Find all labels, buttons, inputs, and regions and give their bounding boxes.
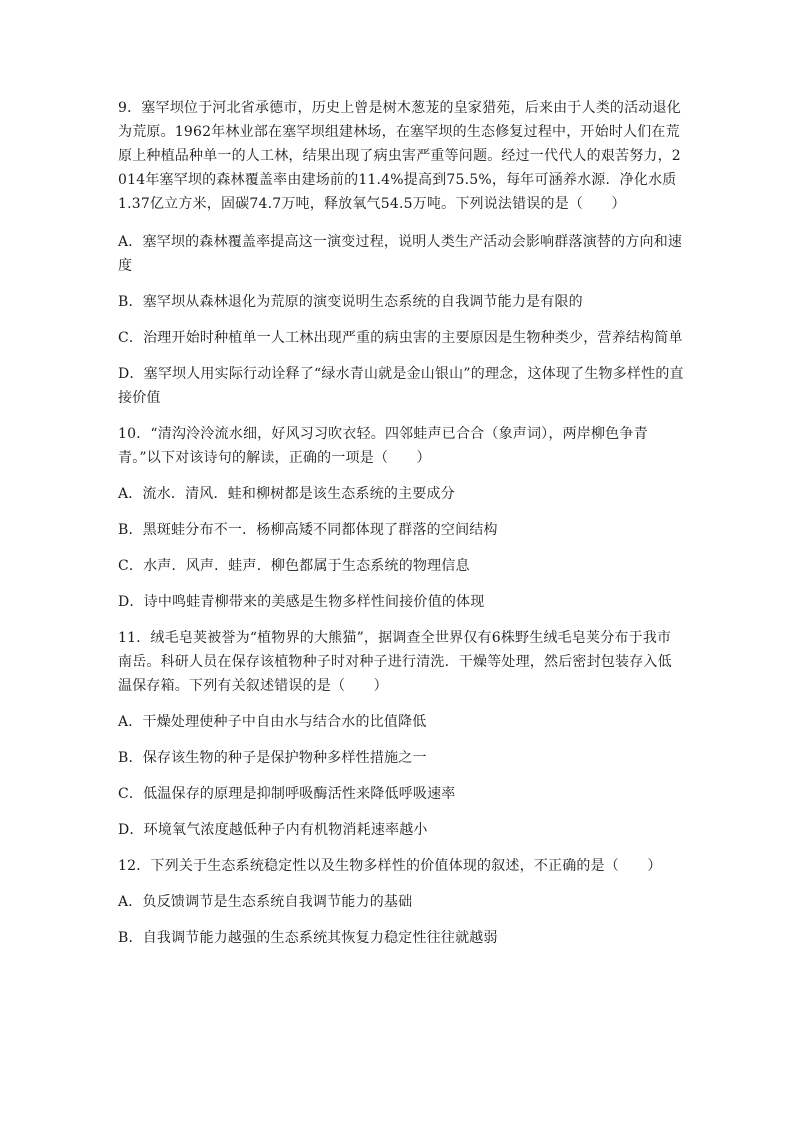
question-9-option-c: C．治理开始时种植单一人工林出现严重的病虫害的主要原因是生物种类少，营养结构简单	[118, 330, 683, 346]
question-9-option-a: A．塞罕坝的森林覆盖率提高这一演变过程，说明人类生产活动会影响群落演替的方向和速度	[118, 234, 683, 274]
question-10-stem: 10．“清沟泠泠流水细，好风习习吹衣轻。四邻蛙声已合合（象声词），两岸柳色争青青。”以下对该诗句的解读，正确的一项是（ ）	[118, 426, 648, 466]
question-10-option-d: D．诗中鸣蛙青柳带来的美感是生物多样性间接价值的体现	[118, 594, 485, 610]
question-11-option-b: B．保存该生物的种子是保护物种多样性措施之一	[118, 750, 427, 766]
question-11-option-c: C．低温保存的原理是抑制呼吸酶活性来降低呼吸速率	[118, 786, 456, 802]
question-10-option-c: C．水声．风声．蛙声．柳色都属于生态系统的物理信息	[118, 558, 470, 574]
question-9-option-b: B．塞罕坝从森林退化为荒原的演变说明生态系统的自我调节能力是有限的	[118, 294, 583, 310]
document-page	[118, 96, 684, 962]
question-9-option-d: D．塞罕坝人用实际行动诠释了“绿水青山就是金山银山”的理念，这体现了生物多样性的直接价值	[118, 366, 684, 406]
question-10-option-b: B．黑斑蛙分布不一．杨柳高矮不同都体现了群落的空间结构	[118, 522, 498, 538]
question-12-option-a: A．负反馈调节是生态系统自我调节能力的基础	[118, 894, 413, 910]
question-11-option-a: A．干燥处理使种子中自由水与结合水的比值降低	[118, 714, 427, 730]
question-9-stem: 9．塞罕坝位于河北省承德市，历史上曾是树木葱茏的皇家猎苑，后来由于人类的活动退化为荒原。1962年林业部在塞罕坝组建林场，在塞罕坝的生态修复过程中，开始时人们在荒原上种植品种单一的人工林，结果出现了病虫害严重等问题。经过一代代人的艰苦努力，2014年塞罕坝的森林覆盖率由建场前的11.4%提高到75.5%，每年可涵养水源．净化水质1.37亿立方米，固碳74.7万吨，释放氧气54.5万吨。下列说法错误的是（ ）	[118, 100, 681, 212]
question-11-stem: 11．绒毛皂荚被誉为“植物界的大熊猫”，据调查全世界仅有6株野生绒毛皂荚分布于我市南岳。科研人员在保存该植物种子时对种子进行清洗．干燥等处理，然后密封包装存入低温保存箱。下列有关叙述错误的是（ ）	[118, 630, 672, 694]
question-12-stem: 12．下列关于生态系统稳定性以及生物多样性的价值体现的叙述，不正确的是（ ）	[118, 858, 662, 874]
question-12-option-b: B．自我调节能力越强的生态系统其恢复力稳定性往往就越弱	[118, 930, 498, 946]
question-11-option-d: D．环境氧气浓度越低种子内有机物消耗速率越小	[118, 822, 428, 838]
question-10-option-a: A．流水．清风．蛙和柳树都是该生态系统的主要成分	[118, 486, 455, 502]
